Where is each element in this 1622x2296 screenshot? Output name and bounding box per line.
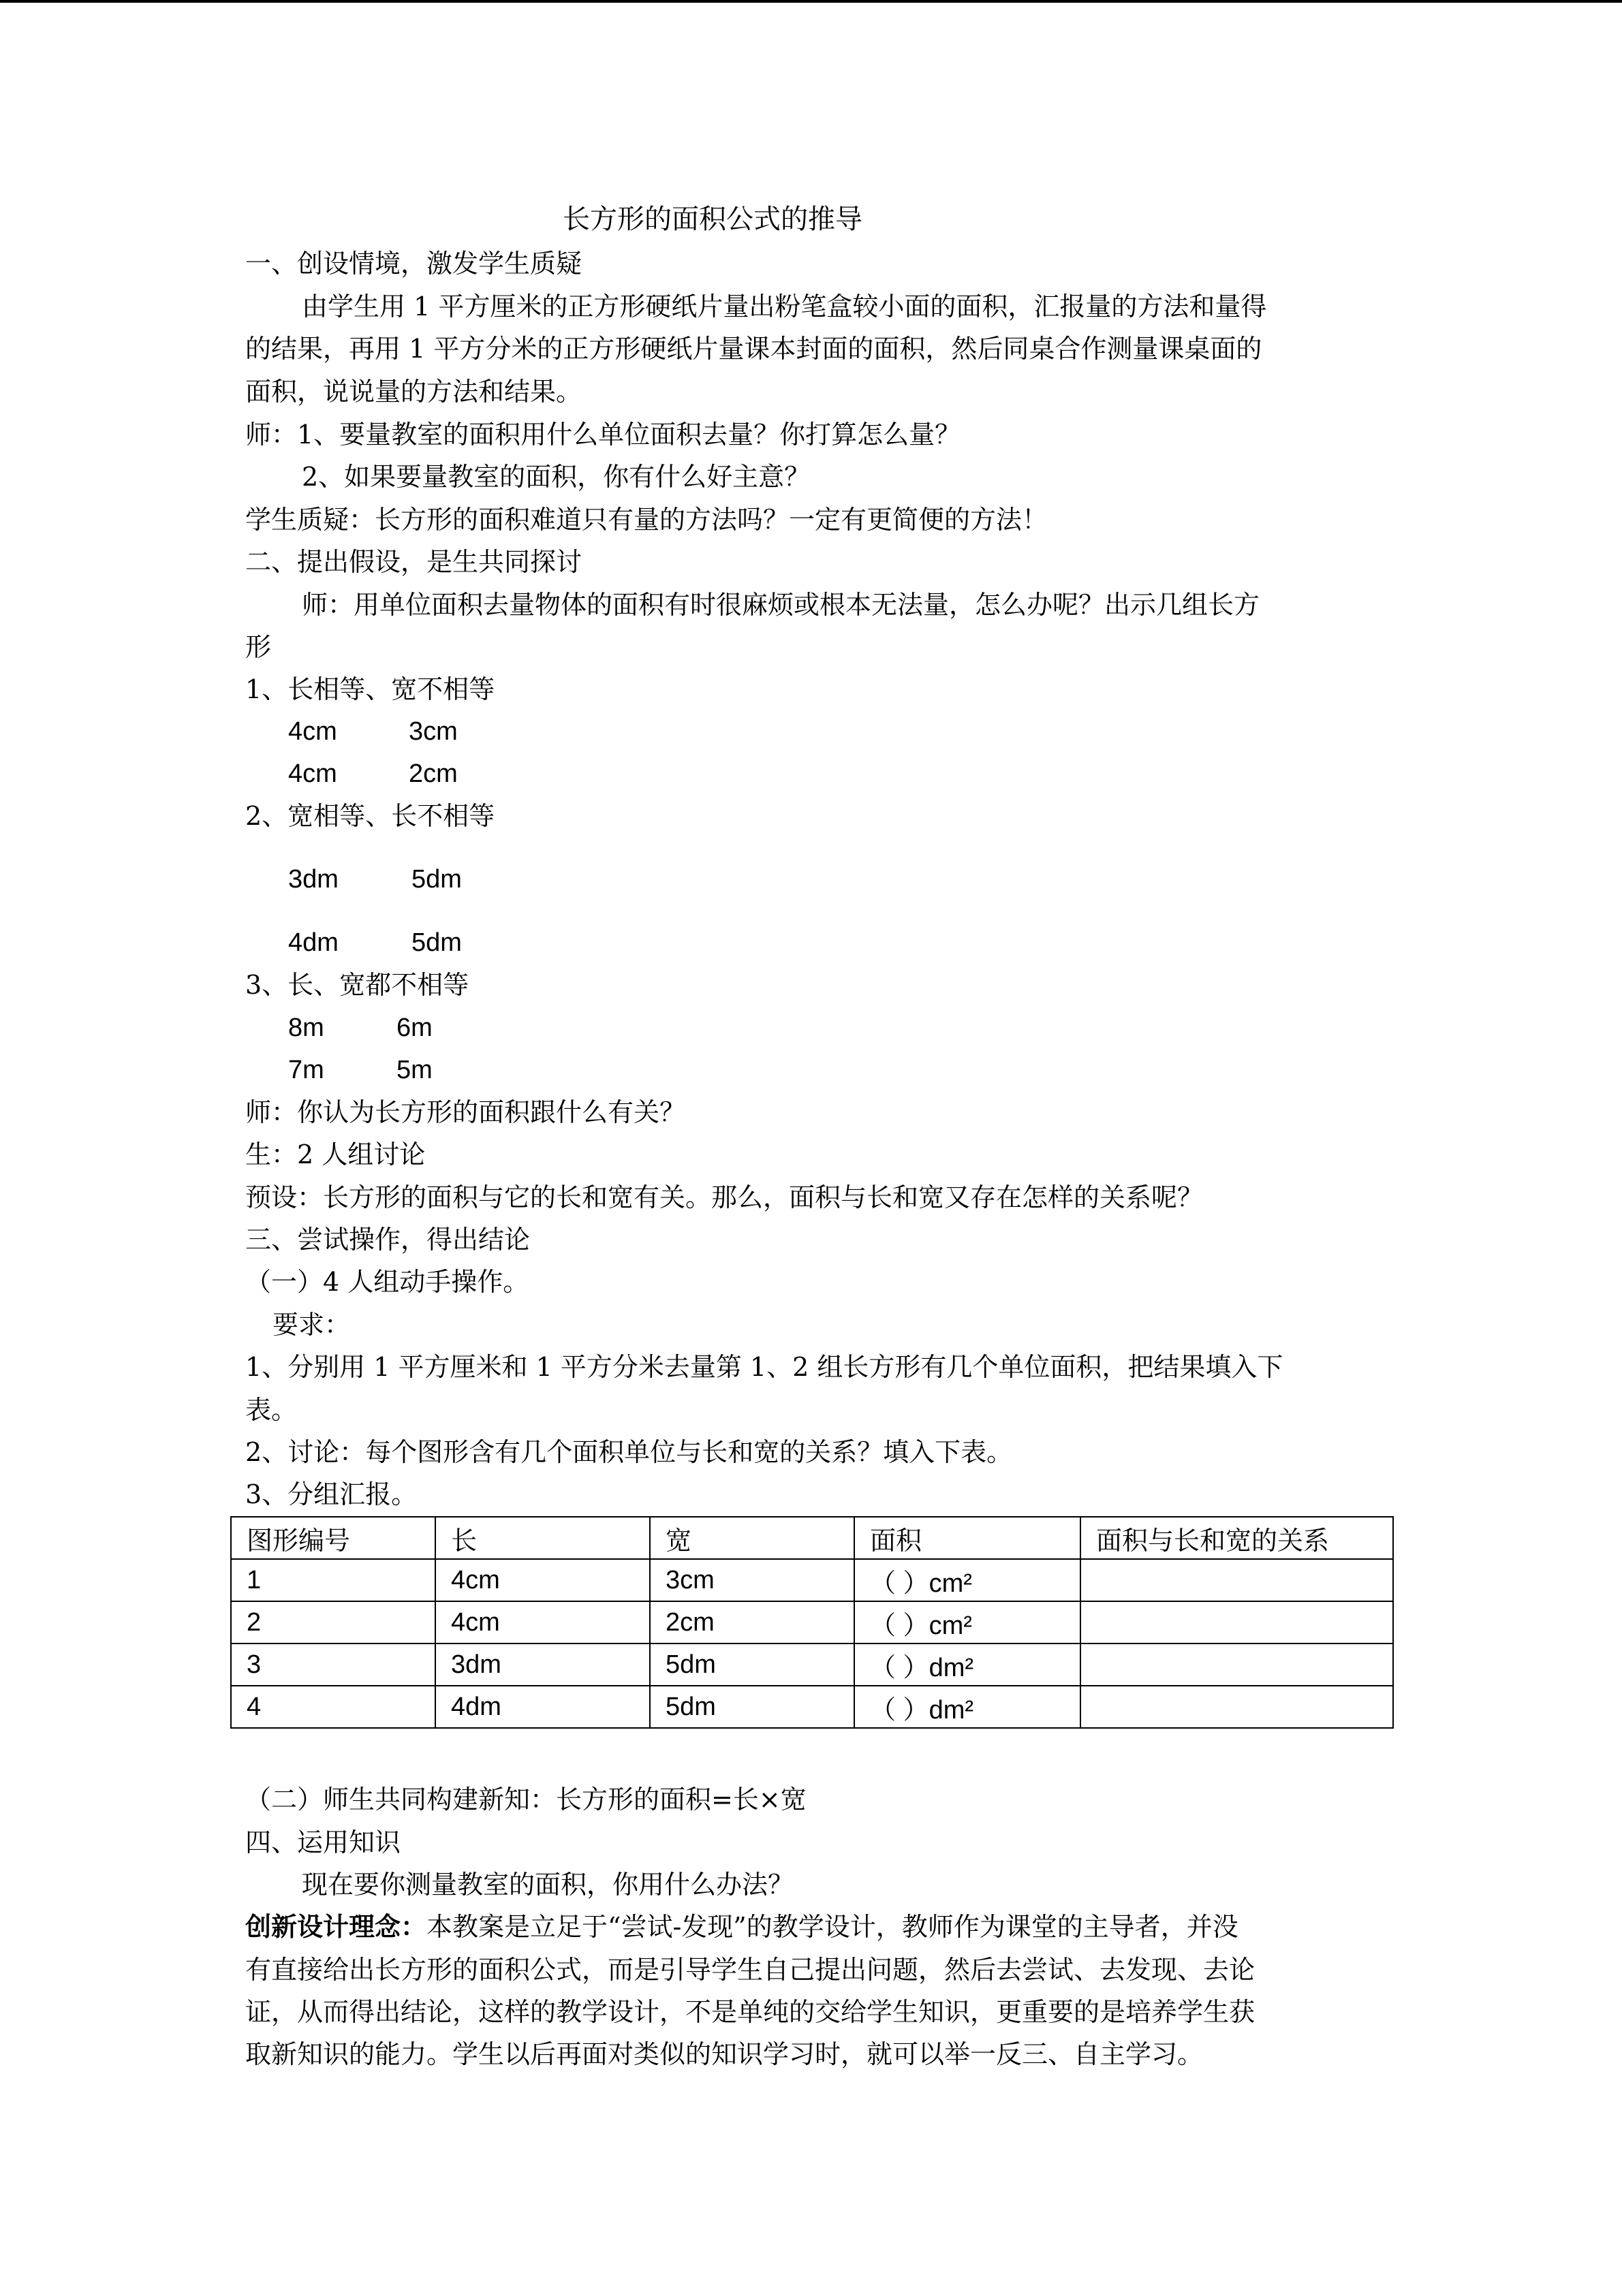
preset-text: 预设：长方形的面积与它的长和宽有关。那么，面积与长和宽又存在怎样的关系呢？ — [245, 1182, 1204, 1212]
area-blank: （ ） — [870, 1653, 929, 1682]
group-label: 1、长相等、宽不相等 — [245, 674, 495, 704]
group-width: 5dm — [411, 865, 462, 894]
design-idea-text: 本教案是立足于“尝试-发现”的教学设计，教师作为课堂的主导者，并没 — [426, 1912, 1238, 1942]
teacher-question-1: 师：1、要量教室的面积用什么单位面积去量？你打算怎么量？ — [245, 420, 961, 450]
area-blank: （ ） — [870, 1695, 929, 1725]
document-page — [0, 3, 1622, 2296]
teacher-prompt-line: 师：用单位面积去量物体的面积有时很麻烦或根本无法量，怎么办呢？出示几组长方 — [302, 590, 1260, 620]
group-width: 6m — [396, 1013, 433, 1042]
subsection-1-heading: （一）4 人组动手操作。 — [245, 1267, 529, 1297]
group-length: 7m — [288, 1056, 324, 1084]
requirement-item: 1、分别用 1 平方厘米和 1 平方分米去量第 1、2 组长方形有几个单位面积，把结果填入下 — [245, 1352, 1283, 1382]
group-width: 2cm — [409, 759, 458, 788]
section-2-heading: 二、提出假设，是生共同探讨 — [245, 547, 582, 577]
teacher-prompt-line: 形 — [245, 632, 272, 662]
student-doubt: 学生质疑：长方形的面积难道只有量的方法吗？一定有更简便的方法！ — [245, 505, 1048, 535]
area-cell — [854, 1559, 1080, 1601]
design-idea-label: 创新设计理念： — [245, 1911, 427, 1942]
design-idea-line: 证，从而得出结论，这样的教学设计，不是单纯的交给学生知识，更重要的是培养学生获 — [245, 1997, 1256, 2027]
requirement-item: 2、讨论：每个图形含有几个面积单位与长和宽的关系？填入下表。 — [245, 1437, 1013, 1467]
page-title: 长方形的面积公式的推导 — [563, 204, 862, 235]
width-cell: 5dm — [650, 1686, 854, 1728]
table-row — [231, 1644, 1393, 1686]
section-4-heading: 四、运用知识 — [245, 1827, 401, 1857]
table-header-cell: 宽 — [650, 1517, 854, 1559]
relation-cell — [1080, 1601, 1393, 1644]
section-1-para-line: 的结果，再用 1 平方分米的正方形硬纸片量课本封面的面积，然后同桌合作测量课桌面的 — [245, 334, 1262, 364]
section-1-heading: 一、创设情境，激发学生质疑 — [245, 249, 582, 279]
area-unit: dm² — [929, 1653, 974, 1682]
length-cell: 4dm — [435, 1686, 650, 1728]
shape-id-cell: 2 — [231, 1601, 435, 1644]
table-row — [231, 1686, 1393, 1728]
table-row — [231, 1559, 1393, 1601]
relation-cell — [1080, 1686, 1393, 1728]
results-table — [230, 1516, 1394, 1729]
requirements-label: 要求： — [272, 1310, 351, 1340]
table-header-cell: 长 — [435, 1517, 650, 1559]
length-cell: 3dm — [435, 1644, 650, 1686]
area-cell — [854, 1601, 1080, 1644]
relation-cell — [1080, 1644, 1393, 1686]
length-cell: 4cm — [435, 1559, 650, 1601]
group-length: 4dm — [288, 928, 339, 957]
table-header-cell: 面积 — [854, 1517, 1080, 1559]
section-1-para-line: 面积，说说量的方法和结果。 — [245, 377, 582, 407]
table-row — [231, 1601, 1393, 1644]
width-cell: 2cm — [650, 1601, 854, 1644]
teacher-question: 师：你认为长方形的面积跟什么有关？ — [245, 1097, 686, 1127]
width-cell: 3cm — [650, 1559, 854, 1601]
shape-id-cell: 3 — [231, 1644, 435, 1686]
group-length: 3dm — [288, 865, 339, 894]
shape-id-cell: 1 — [231, 1559, 435, 1601]
group-width: 5dm — [411, 928, 462, 957]
area-unit: cm² — [929, 1611, 972, 1640]
group-width: 5m — [396, 1056, 433, 1084]
area-unit: dm² — [929, 1695, 974, 1725]
table-header-cell: 面积与长和宽的关系 — [1080, 1517, 1393, 1559]
group-length: 4cm — [288, 759, 337, 788]
relation-cell — [1080, 1559, 1393, 1601]
subsection-2-heading: （二）师生共同构建新知：长方形的面积=长×宽 — [245, 1784, 807, 1814]
teacher-question-2: 2、如果要量教室的面积，你有什么好主意？ — [302, 462, 811, 492]
requirement-item: 表。 — [245, 1395, 298, 1425]
design-idea-line: 有直接给出长方形的面积公式，而是引导学生自己提出问题，然后去尝试、去发现、去论 — [245, 1955, 1256, 1985]
section-1-para-line: 由学生用 1 平方厘米的正方形硬纸片量出粉笔盒较小面的面积，汇报量的方法和量得 — [302, 292, 1267, 321]
table-header-cell: 图形编号 — [231, 1517, 435, 1559]
section-4-text: 现在要你测量教室的面积，你用什么办法？ — [302, 1870, 794, 1900]
student-activity: 生：2 人组讨论 — [245, 1139, 426, 1169]
area-unit: cm² — [929, 1569, 972, 1598]
section-3-heading: 三、尝试操作，得出结论 — [245, 1225, 531, 1255]
group-label: 3、长、宽都不相等 — [245, 970, 469, 1000]
group-label: 2、宽相等、长不相等 — [245, 801, 495, 831]
width-cell: 5dm — [650, 1644, 854, 1686]
group-length: 8m — [288, 1013, 324, 1042]
area-cell — [854, 1644, 1080, 1686]
design-idea-line — [245, 1910, 1238, 1944]
design-idea-line: 取新知识的能力。学生以后再面对类似的知识学习时，就可以举一反三、自主学习。 — [245, 2039, 1204, 2069]
area-blank: （ ） — [870, 1569, 929, 1598]
group-width: 3cm — [409, 717, 458, 746]
area-blank: （ ） — [870, 1611, 929, 1640]
table-header-row — [231, 1517, 1393, 1559]
group-length: 4cm — [288, 717, 337, 746]
length-cell: 4cm — [435, 1601, 650, 1644]
area-cell — [854, 1686, 1080, 1728]
requirement-item: 3、分组汇报。 — [245, 1479, 418, 1509]
shape-id-cell: 4 — [231, 1686, 435, 1728]
